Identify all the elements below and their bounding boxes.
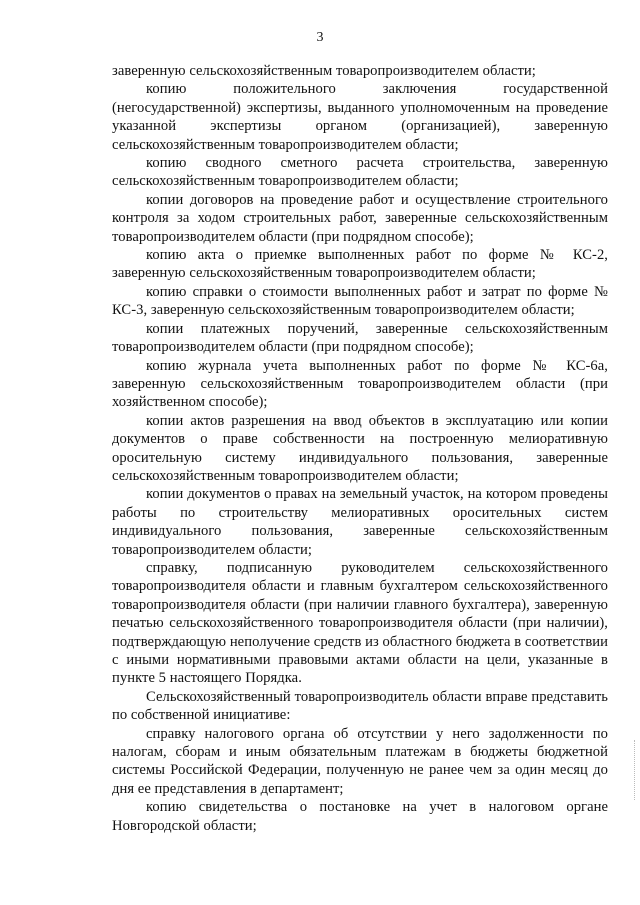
paragraph: копии платежных поручений, заверенные сельскохозяйственным товаропроизводителем области (при подрядном способе); — [112, 320, 608, 356]
paragraph: копии документов о правах на земельный участок, на котором проведены работы по строительству мелиоративных оросительных систем индивидуального пользования, заверенные сельскохозяйственным товаропроизводителем области; — [112, 486, 608, 558]
paragraph: копию журнала учета выполненных работ по форме № КС-6а, заверенную сельскохозяйственным товаропроизводителем области (при хозяйственном способе); — [112, 357, 608, 411]
paragraph: справку налогового органа об отсутствии у него задолженности по налогам, сборам и иным обязательным платежам в бюджеты бюджетной системы Российской Федерации, полученную не ранее чем за один месяц до дня ее представления в департамент; — [112, 725, 608, 797]
paragraph: Сельскохозяйственный товаропроизводитель области вправе представить по собственной инициативе: — [112, 688, 608, 724]
paragraph: заверенную сельскохозяйственным товаропроизводителем области; — [112, 63, 536, 79]
paragraph: копию сводного сметного расчета строительства, заверенную сельскохозяйственным товаропроизводителем области; — [112, 155, 608, 190]
document-body — [112, 62, 608, 835]
paragraph: копию положительного заключения государственной (негосударственной) экспертизы, выданного уполномоченным на проведение указанной экспертизы органом (организацией), заверенную сельскохозяйственным товаропроизводителем области; — [112, 81, 608, 153]
paragraph: копию акта о приемке выполненных работ по форме № КС-2, заверенную сельскохозяйственным товаропроизводителем области; — [112, 247, 608, 282]
scan-margin-mark — [634, 740, 636, 800]
paragraph: копии договоров на проведение работ и осуществление строительного контроля за ходом строительных работ, заверенные сельскохозяйственным товаропроизводителем области (при подрядном способе); — [112, 191, 608, 245]
paragraph: копии актов разрешения на ввод объектов в эксплуатацию или копии документов о праве собственности на построенную мелиоративную оросительную систему индивидуального пользования, заверенные сельскохозяйственным товаропроизводителем области; — [112, 412, 608, 484]
page-number: 3 — [316, 30, 324, 45]
paragraph: копию свидетельства о постановке на учет в налоговом органе Новгородской области; — [112, 799, 608, 834]
paragraph: справку, подписанную руководителем сельскохозяйственного товаропроизводителя области и главным бухгалтером сельскохозяйственного товаропроизводителя области (при наличии главного бухгалтера), заверенную печатью сельскохозяйственного товаропроизводителя области (при наличии), подтверждающую неполучение средств из областного бюджета в соответствии с иными нормативными правовыми актами области на цели, указанные в пункте 5 настоящего Порядка. — [112, 559, 608, 687]
paragraph: копию справки о стоимости выполненных работ и затрат по форме № КС-3, заверенную сельскохозяйственным товаропроизводителем области; — [112, 283, 608, 319]
